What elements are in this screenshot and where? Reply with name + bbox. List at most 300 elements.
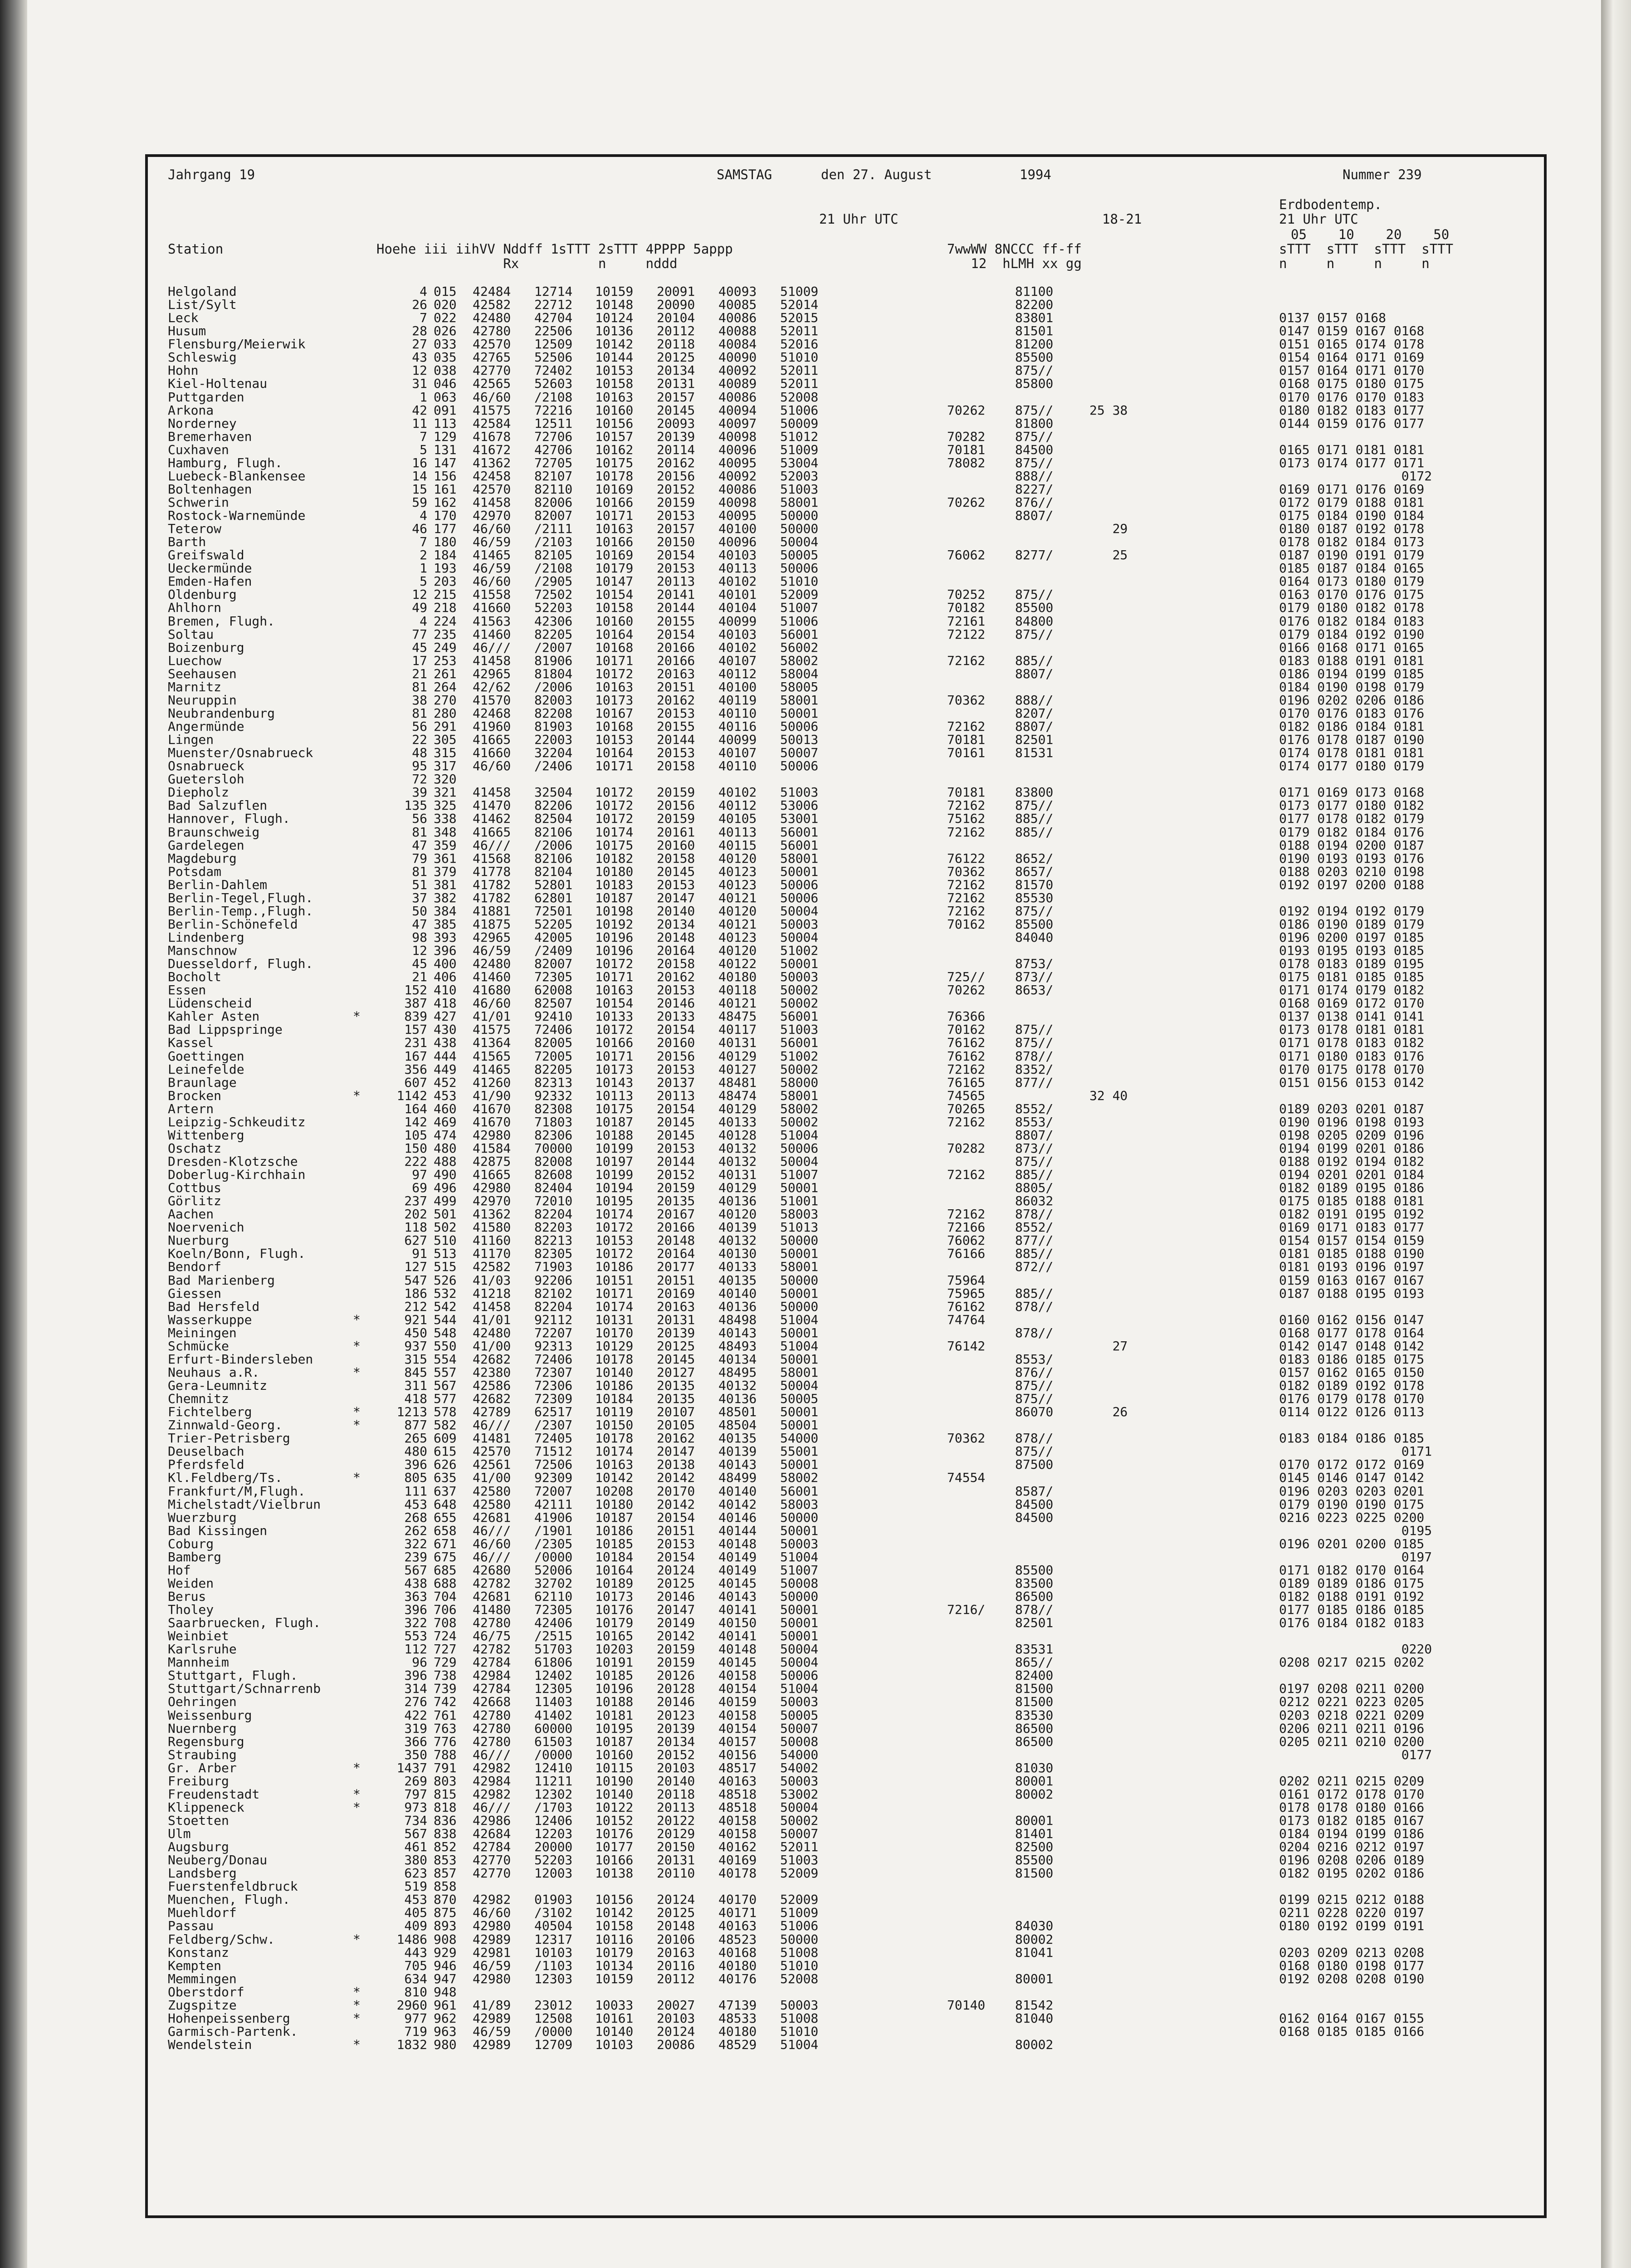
hoehe-value: 311	[404, 1378, 427, 1393]
wind-value: 20000	[534, 1839, 573, 1855]
station-name: Magdeburg	[168, 850, 237, 866]
cloud-code: 875//	[1015, 1154, 1054, 1169]
soil-temperatures: 0177	[1279, 1747, 1432, 1762]
station-id: 474	[434, 1127, 457, 1143]
weather-code: 70162	[947, 1022, 986, 1037]
hoehe-value: 21	[412, 666, 427, 681]
iihvv-value: 41665	[473, 824, 511, 840]
iihvv-value: 41670	[473, 1114, 511, 1129]
wind-value: /0000	[534, 1747, 573, 1762]
temperature-value: 10188	[595, 1694, 634, 1710]
station-id: 502	[434, 1220, 457, 1235]
iihvv-value: 42780	[473, 1721, 511, 1736]
wind-value: 82005	[534, 1035, 573, 1051]
hoehe-value: 105	[404, 1127, 427, 1143]
cloud-code: 81500	[1015, 1866, 1054, 1881]
station-name: Deuselbach	[168, 1444, 244, 1459]
pressure-value: 40093	[718, 284, 757, 299]
tendency-value: 53001	[780, 811, 819, 826]
iihvv-value: 42981	[473, 1945, 511, 1960]
pressure-value: 40140	[718, 1483, 757, 1499]
tendency-value: 55001	[780, 1444, 819, 1459]
temperature-value: 10172	[595, 956, 634, 972]
station-id: 501	[434, 1207, 457, 1222]
station-id: 488	[434, 1154, 457, 1169]
station-name: Konstanz	[168, 1945, 229, 1960]
iihvv-value: 41575	[473, 1022, 511, 1037]
station-name: Bad Hersfeld	[168, 1299, 260, 1314]
soil-temperatures: 0169 0171 0183 0177	[1279, 1220, 1425, 1235]
iihvv-value: 41782	[473, 890, 511, 905]
iihvv-value: 41218	[473, 1286, 511, 1301]
station-name: Muehldorf	[168, 1905, 237, 1921]
cloud-code: 8807/	[1015, 666, 1054, 681]
temperature-value: 10190	[595, 1773, 634, 1789]
station-name: Weissenburg	[168, 1707, 252, 1723]
hoehe-value: 366	[404, 1734, 427, 1749]
station-id: 410	[434, 982, 457, 998]
pressure-value: 40176	[718, 1971, 757, 1986]
hoehe-value: 319	[404, 1721, 427, 1736]
station-id: 161	[434, 481, 457, 497]
station-name: Hohn	[168, 363, 199, 378]
wind-value: 41906	[534, 1510, 573, 1525]
mountain-marker: *	[353, 1786, 361, 1802]
hoehe-value: 69	[412, 1180, 427, 1196]
wind-value: 52506	[534, 350, 573, 365]
temperature-value: 10161	[595, 2010, 634, 2026]
hoehe-value: 239	[404, 1549, 427, 1564]
temperature-value: 10169	[595, 547, 634, 563]
header-year: 1994	[1020, 167, 1051, 182]
dewpoint-value: 20124	[657, 1562, 695, 1578]
wind-value: 82204	[534, 1299, 573, 1314]
hoehe-value: 921	[404, 1312, 427, 1327]
station-id: 261	[434, 666, 457, 681]
soil-temperatures: 0151 0156 0153 0142	[1279, 1075, 1425, 1090]
soil-temperatures: 0180 0192 0199 0191	[1279, 1918, 1425, 1934]
pressure-value: 40157	[718, 1734, 757, 1749]
iihvv-value: 42984	[473, 1668, 511, 1683]
pressure-value: 40162	[718, 1839, 757, 1855]
hoehe-value: 231	[404, 1035, 427, 1051]
pressure-value: 40100	[718, 679, 757, 694]
iihvv-value: 42586	[473, 1378, 511, 1393]
hoehe-value: 81	[412, 705, 427, 721]
pressure-value: 40143	[718, 1325, 757, 1340]
tendency-value: 50001	[780, 1351, 819, 1367]
station-id: 038	[434, 363, 457, 378]
dewpoint-value: 20158	[657, 850, 695, 866]
temperature-value: 10166	[595, 534, 634, 550]
wind-value: 62801	[534, 890, 573, 905]
hoehe-value: 322	[404, 1615, 427, 1631]
iihvv-value: 46///	[473, 1523, 511, 1538]
station-id: 853	[434, 1853, 457, 1868]
temperature-value: 10142	[595, 1470, 634, 1486]
wind-value: 12302	[534, 1786, 573, 1802]
iihvv-value: 42780	[473, 1707, 511, 1723]
iihvv-value: 41160	[473, 1233, 511, 1248]
dewpoint-value: 20125	[657, 1338, 695, 1354]
wind-value: /1103	[534, 1958, 573, 1973]
soil-temperatures: 0170 0176 0170 0183	[1279, 389, 1425, 405]
dewpoint-value: 20152	[657, 481, 695, 497]
station-name: Rostock-Warnemünde	[168, 508, 306, 523]
cloud-code: 875//	[1015, 455, 1054, 470]
wind-value: 92410	[534, 1009, 573, 1024]
dewpoint-value: 20112	[657, 1971, 695, 1986]
soil-temperatures: 0188 0194 0200 0187	[1279, 837, 1425, 853]
pressure-value: 40180	[718, 2024, 757, 2039]
temperature-value: 10150	[595, 1418, 634, 1433]
weather-code: 75965	[947, 1286, 986, 1301]
wind-value: 82102	[534, 1286, 573, 1301]
temperature-value: 10185	[595, 1536, 634, 1551]
temperature-value: 10179	[595, 1945, 634, 1960]
cloud-code: 872//	[1015, 1259, 1054, 1275]
soil-temperatures: 0171 0169 0173 0168	[1279, 785, 1425, 800]
tendency-value: 51006	[780, 1918, 819, 1934]
pressure-value: 40123	[718, 929, 757, 945]
weather-code: 76062	[947, 1233, 986, 1248]
station-id: 320	[434, 772, 457, 787]
station-id: 156	[434, 468, 457, 484]
dewpoint-value: 20105	[657, 1418, 695, 1433]
pressure-value: 40112	[718, 798, 757, 813]
pressure-value: 40135	[718, 1272, 757, 1288]
iihvv-value: 46/60	[473, 1905, 511, 1921]
cloud-code: 83500	[1015, 1575, 1054, 1591]
wind-value: 42704	[534, 310, 573, 326]
temperature-value: 10175	[595, 837, 634, 853]
station-id: 460	[434, 1101, 457, 1116]
pressure-value: 40148	[718, 1642, 757, 1657]
station-name: Schmücke	[168, 1338, 229, 1354]
pressure-value: 40110	[718, 705, 757, 721]
wind-value: 72406	[534, 1022, 573, 1037]
cloud-code: 84500	[1015, 1496, 1054, 1512]
station-name: Noervenich	[168, 1220, 244, 1235]
iihvv-value: 46///	[473, 1549, 511, 1564]
wind-value: 72305	[534, 969, 573, 985]
cloud-code: 878//	[1015, 1602, 1054, 1617]
hoehe-value: 152	[404, 982, 427, 998]
hoehe-value: 839	[404, 1009, 427, 1024]
soil-temperatures: 0174 0177 0180 0179	[1279, 758, 1425, 774]
pressure-value: 48474	[718, 1088, 757, 1103]
cloud-code: 83801	[1015, 310, 1054, 326]
tendency-value: 51004	[780, 1338, 819, 1354]
soil-temperatures: 0189 0203 0201 0187	[1279, 1101, 1425, 1116]
iihvv-value: 41660	[473, 600, 511, 616]
station-name: Emden-Hafen	[168, 574, 252, 589]
pressure-value: 40085	[718, 297, 757, 313]
pressure-value: 40120	[718, 943, 757, 958]
wind-value: 82105	[534, 547, 573, 563]
weather-code: 70262	[947, 495, 986, 510]
station-name: Norderney	[168, 415, 237, 431]
station-name: Ueckermünde	[168, 561, 252, 576]
soil-temperatures: 0168 0177 0178 0164	[1279, 1325, 1425, 1340]
station-name: Klippeneck	[168, 1799, 244, 1815]
pressure-value: 40145	[718, 1575, 757, 1591]
hoehe-value: 39	[412, 785, 427, 800]
station-id: 637	[434, 1483, 457, 1499]
cloud-code: 85500	[1015, 350, 1054, 365]
station-id: 532	[434, 1286, 457, 1301]
mountain-marker: *	[353, 2010, 361, 2026]
tendency-value: 50000	[780, 1510, 819, 1525]
weather-code: 75162	[947, 811, 986, 826]
pressure-value: 40107	[718, 745, 757, 761]
cloud-code: 85500	[1015, 600, 1054, 616]
utc21-label: 21 Uhr UTC	[819, 211, 899, 227]
weather-code: 76166	[947, 1246, 986, 1261]
tendency-value: 50008	[780, 1575, 819, 1591]
station-id: 615	[434, 1444, 457, 1459]
station-id: 510	[434, 1233, 457, 1248]
station-name: Oehringen	[168, 1694, 237, 1710]
pressure-value: 40178	[718, 1866, 757, 1881]
cloud-code: 81040	[1015, 2010, 1054, 2026]
temperature-value: 10142	[595, 337, 634, 352]
tendency-value: 50000	[780, 1589, 819, 1604]
cloud-code: 84030	[1015, 1918, 1054, 1934]
tendency-value: 51010	[780, 1958, 819, 1973]
iihvv-value: 42984	[473, 1773, 511, 1789]
pressure-value: 40171	[718, 1905, 757, 1921]
hoehe-value: 418	[404, 1391, 427, 1406]
dewpoint-value: 20166	[657, 653, 695, 668]
cloud-code: 876//	[1015, 1364, 1054, 1380]
soil-temperatures: 0196 0203 0203 0201	[1279, 1483, 1425, 1499]
dewpoint-value: 20129	[657, 1826, 695, 1841]
pressure-value: 40100	[718, 521, 757, 537]
hoehe-value: 977	[404, 2010, 427, 2026]
temperature-value: 10188	[595, 1127, 634, 1143]
iihvv-value: 46///	[473, 1747, 511, 1762]
temperature-value: 10166	[595, 495, 634, 510]
station-name: Erfurt-Bindersleben	[168, 1351, 313, 1367]
weather-code: 72162	[947, 1061, 986, 1077]
pressure-value: 40149	[718, 1562, 757, 1578]
station-name: Wendelstein	[168, 2037, 252, 2052]
station-name: Marnitz	[168, 679, 222, 694]
tendency-value: 50005	[780, 1391, 819, 1406]
station-name: Manschnow	[168, 943, 237, 958]
station-name: Barth	[168, 534, 206, 550]
soil-temperatures: 0151 0165 0174 0178	[1279, 337, 1425, 352]
station-id: 626	[434, 1457, 457, 1472]
tendency-value: 50003	[780, 1536, 819, 1551]
pressure-value: 40096	[718, 442, 757, 457]
wind-value: 82008	[534, 1154, 573, 1169]
pressure-value: 40134	[718, 1351, 757, 1367]
cloud-code: 82500	[1015, 1839, 1054, 1855]
station-name: Muenster/Osnabrueck	[168, 745, 313, 761]
soil-temperatures: 0142 0147 0148 0142	[1279, 1338, 1425, 1354]
pressure-value: 40158	[718, 1826, 757, 1841]
pressure-value: 40158	[718, 1668, 757, 1683]
wind-value: 92309	[534, 1470, 573, 1486]
station-id: 499	[434, 1193, 457, 1209]
cloud-code: 84800	[1015, 613, 1054, 629]
soil-temperatures: 0212 0221 0223 0205	[1279, 1694, 1425, 1710]
mountain-marker: *	[353, 1760, 361, 1775]
station-name: Memmingen	[168, 1971, 237, 1986]
dewpoint-value: 20113	[657, 1088, 695, 1103]
tendency-value: 52008	[780, 389, 819, 405]
tendency-value: 52015	[780, 310, 819, 326]
wind-value: 72305	[534, 1602, 573, 1617]
dewpoint-value: 20153	[657, 982, 695, 998]
tendency-value: 50004	[780, 929, 819, 945]
station-name: Husum	[168, 323, 206, 339]
temperature-value: 10184	[595, 1549, 634, 1564]
temperature-value: 10157	[595, 429, 634, 444]
pressure-value: 40120	[718, 850, 757, 866]
iihvv-value: 42970	[473, 1193, 511, 1209]
wind-value: /2305	[534, 1536, 573, 1551]
iihvv-value: 41462	[473, 811, 511, 826]
wind-value: 52006	[534, 1562, 573, 1578]
station-id: 946	[434, 1958, 457, 1973]
hoehe-value: 810	[404, 1984, 427, 1999]
pressure-value: 40104	[718, 600, 757, 616]
station-name: Ahlhorn	[168, 600, 222, 616]
station-name: Bremerhaven	[168, 429, 252, 444]
wind-value: 81903	[534, 719, 573, 734]
iihvv-value: 42380	[473, 1364, 511, 1380]
wind-value: 01903	[534, 1892, 573, 1907]
cloud-code: 875//	[1015, 626, 1054, 642]
soil-temperatures: 0163 0170 0176 0175	[1279, 587, 1425, 602]
station-name: Landsberg	[168, 1866, 237, 1881]
tendency-value: 58001	[780, 850, 819, 866]
temperature-value: 10153	[595, 732, 634, 747]
hoehe-value: 405	[404, 1905, 427, 1921]
iihvv-value: 46///	[473, 837, 511, 853]
dewpoint-value: 20163	[657, 1299, 695, 1314]
tendency-value: 51006	[780, 613, 819, 629]
iihvv-value: 42681	[473, 1510, 511, 1525]
station-id: 567	[434, 1378, 457, 1393]
cloud-code: 80002	[1015, 2037, 1054, 2052]
dewpoint-value: 20104	[657, 310, 695, 326]
dewpoint-value: 20147	[657, 890, 695, 905]
dewpoint-value: 20142	[657, 1628, 695, 1644]
pressure-value: 40086	[718, 481, 757, 497]
iihvv-value: 42982	[473, 1892, 511, 1907]
soil-temperatures: 0173 0178 0181 0181	[1279, 1022, 1425, 1037]
hoehe-value: 2960	[396, 1997, 427, 2013]
cloud-code: 8552/	[1015, 1101, 1054, 1116]
gust-value: 27	[1089, 1338, 1128, 1354]
station-id: 708	[434, 1615, 457, 1631]
soil-temperatures: 0180 0182 0183 0177	[1279, 402, 1425, 418]
tendency-value: 50005	[780, 547, 819, 563]
cloud-code: 873//	[1015, 1140, 1054, 1156]
station-id: 113	[434, 415, 457, 431]
wind-value: /2307	[534, 1418, 573, 1433]
dewpoint-value: 20125	[657, 350, 695, 365]
dewpoint-value: 20152	[657, 1167, 695, 1182]
iihvv-value: 41/01	[473, 1312, 511, 1327]
hoehe-value: 805	[404, 1470, 427, 1486]
cloud-code: 86500	[1015, 1734, 1054, 1749]
soil-temperatures: 0177 0178 0182 0179	[1279, 811, 1425, 826]
temperature-value: 10163	[595, 982, 634, 998]
tendency-value: 51001	[780, 1193, 819, 1209]
iihvv-value: 41/01	[473, 1009, 511, 1024]
temperature-value: 10172	[595, 798, 634, 813]
tendency-value: 50001	[780, 864, 819, 879]
temperature-value: 10148	[595, 297, 634, 313]
dewpoint-value: 20146	[657, 996, 695, 1011]
cloud-code: 81030	[1015, 1760, 1054, 1775]
station-name: Nuernberg	[168, 1721, 237, 1736]
pressure-value: 40123	[718, 864, 757, 879]
tendency-value: 50001	[780, 1628, 819, 1644]
station-id: 857	[434, 1866, 457, 1881]
soil-temperatures: 0186 0194 0199 0185	[1279, 666, 1425, 681]
iihvv-value: 41660	[473, 745, 511, 761]
iihvv-value: 46/60	[473, 996, 511, 1011]
tendency-value: 58001	[780, 1364, 819, 1380]
wind-value: 81804	[534, 666, 573, 681]
hoehe-value: 150	[404, 1140, 427, 1156]
dewpoint-value: 20152	[657, 1747, 695, 1762]
wind-value: 42005	[534, 929, 573, 945]
station-id: 948	[434, 1984, 457, 1999]
soil-temperatures: 0204 0216 0212 0197	[1279, 1839, 1425, 1855]
dewpoint-value: 20145	[657, 1114, 695, 1129]
wind-value: 70000	[534, 1140, 573, 1156]
temperature-value: 10160	[595, 1747, 634, 1762]
cloud-code: 85530	[1015, 890, 1054, 905]
temperature-value: 10170	[595, 1325, 634, 1340]
station-name: Gr. Arber	[168, 1760, 237, 1775]
tendency-value: 52011	[780, 323, 819, 339]
tendency-value: 58001	[780, 692, 819, 708]
wind-value: 12509	[534, 337, 573, 352]
station-name: Leipzig-Schkeuditz	[168, 1114, 306, 1129]
temperature-value: 10196	[595, 943, 634, 958]
pressure-value: 40156	[718, 1747, 757, 1762]
hoehe-value: 262	[404, 1523, 427, 1538]
pressure-value: 48501	[718, 1404, 757, 1420]
dewpoint-value: 20150	[657, 1839, 695, 1855]
wind-value: 12203	[534, 1826, 573, 1841]
soil-temperatures: 0183 0184 0186 0185	[1279, 1431, 1425, 1446]
station-name: Dresden-Klotzsche	[168, 1154, 298, 1169]
pressure-value: 40101	[718, 587, 757, 602]
station-id: 270	[434, 692, 457, 708]
weather-code: 70265	[947, 1101, 986, 1116]
tendency-value: 50002	[780, 996, 819, 1011]
soil-temperatures: 0178 0182 0184 0173	[1279, 534, 1425, 550]
tendency-value: 52014	[780, 297, 819, 313]
temperature-value: 10140	[595, 1364, 634, 1380]
dewpoint-value: 20159	[657, 811, 695, 826]
station-id: 704	[434, 1589, 457, 1604]
station-id: 020	[434, 297, 457, 313]
pressure-value: 40140	[718, 1286, 757, 1301]
soil-temperatures: 0170 0175 0178 0170	[1279, 1061, 1425, 1077]
pressure-value: 48475	[718, 1009, 757, 1024]
iihvv-value: 41481	[473, 1431, 511, 1446]
